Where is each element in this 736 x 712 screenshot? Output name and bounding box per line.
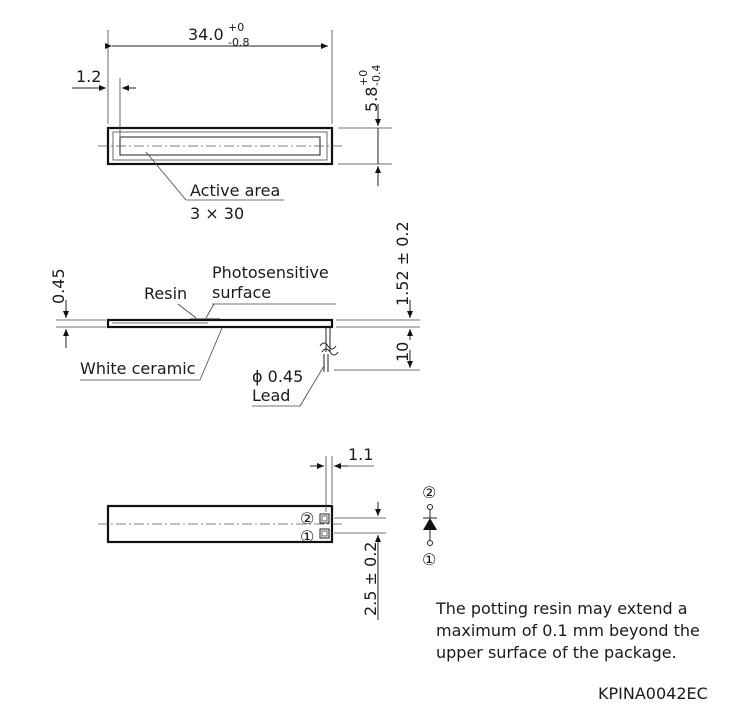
note-block — [435, 599, 700, 662]
top-view — [72, 21, 392, 223]
note-line-2: maximum of 0.1 mm beyond the — [436, 621, 700, 640]
active-area-size: 3 × 30 — [190, 204, 245, 223]
height-dimension: 1.52 ± 0.2 — [393, 221, 412, 306]
document-code: KPINA0042EC — [598, 684, 708, 703]
active-area-label: Active area — [190, 181, 281, 200]
pin2-label: ② — [300, 509, 315, 528]
pin1-pad — [320, 529, 329, 538]
pin2-pad — [320, 514, 329, 523]
note-line-1: The potting resin may extend a — [436, 599, 688, 618]
length-tol-plus: +0 — [228, 21, 245, 34]
diode-triangle — [423, 518, 437, 530]
pin1-label: ① — [300, 527, 315, 546]
symbol-pin1-label: ① — [422, 550, 437, 569]
pin-pitch-dimension: 2.5 ± 0.2 — [361, 541, 380, 616]
side-package-body — [108, 320, 332, 327]
lead-length-dimension: 10 — [393, 341, 412, 362]
width-tol-minus: -0.4 — [370, 64, 383, 86]
offset-dimension: 1.2 — [76, 67, 102, 86]
lead-label: Lead — [252, 386, 291, 405]
lead-diameter: ϕ 0.45 — [252, 367, 304, 386]
symbol-pin2-label: ② — [422, 483, 437, 502]
photosensitive-label-1: Photosensitive — [212, 263, 329, 282]
pin-offset-dimension: 1.1 — [348, 445, 374, 464]
resin-label: Resin — [144, 284, 188, 303]
photosensitive-label-2: surface — [212, 283, 272, 302]
thickness-dimension: 0.45 — [49, 268, 68, 304]
width-dimension: 5.8 — [362, 86, 381, 112]
diode-symbol — [422, 483, 437, 569]
ceramic-label: White ceramic — [80, 359, 196, 378]
bottom-view — [98, 445, 386, 620]
length-dimension: 34.0 — [188, 25, 224, 44]
note-line-3: upper surface of the package. — [436, 643, 677, 662]
side-view — [49, 221, 420, 406]
width-tol-plus: +0 — [357, 69, 370, 86]
length-tol-minus: -0.8 — [228, 36, 250, 49]
